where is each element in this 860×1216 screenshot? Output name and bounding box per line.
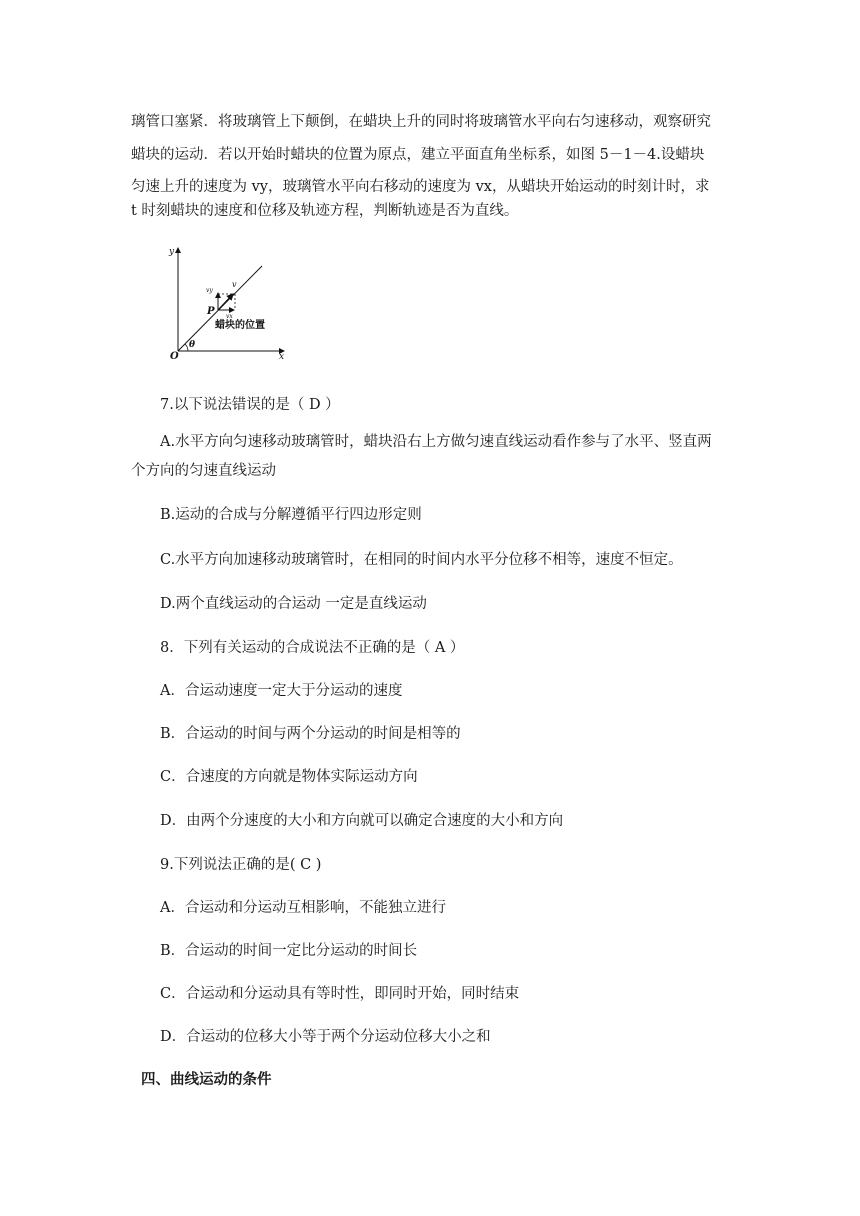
angle-label: θ bbox=[189, 340, 196, 350]
coordinate-figure bbox=[160, 236, 300, 366]
question-7-option-a: A.水平方向匀速移动玻璃管时，蜡块沿右上方做匀速直线运动看作参与了水平、竖直两 bbox=[160, 434, 712, 450]
intro-line-2: 蜡块的运动．若以开始时蜡块的位置为原点，建立平面直角坐标系，如图 5－1－4.设蜡块 bbox=[131, 147, 705, 163]
intro-line-1: 璃管口塞紧．将玻璃管上下颠倒，在蜡块上升的同时将玻璃管水平向右匀速移动，观察研究 bbox=[131, 114, 711, 130]
x-axis-label: x bbox=[279, 352, 285, 362]
question-9-option-c: C．合运动和分运动具有等时性，即同时开始，同时结束 bbox=[160, 986, 520, 1002]
origin-label: O bbox=[170, 351, 179, 362]
question-8-option-b: B．合运动的时间与两个分运动的时间是相等的 bbox=[160, 726, 461, 742]
v-label: v bbox=[232, 280, 237, 289]
question-9-stem: 9.下列说法正确的是( C ) bbox=[160, 857, 322, 873]
question-7-option-c: C.水平方向加速移动玻璃管时，在相同的时间内水平分位移不相等，速度不恒定。 bbox=[160, 552, 683, 568]
question-9-option-d: D．合运动的位移大小等于两个分运动位移大小之和 bbox=[160, 1029, 491, 1045]
intro-line-3: 匀速上升的速度为 vy，玻璃管水平向右移动的速度为 vx，从蜡块开始运动的时刻计时，求 bbox=[131, 179, 710, 195]
y-axis-label: y bbox=[169, 247, 175, 257]
question-8-stem: 8．下列有关运动的合成说法不正确的是（ A ） bbox=[160, 640, 465, 656]
question-7-stem: 7.以下说法错误的是（ D ） bbox=[160, 397, 340, 413]
question-9-option-b: B．合运动的时间一定比分运动的时间长 bbox=[160, 943, 418, 959]
question-9-option-a: A．合运动和分运动互相影响，不能独立进行 bbox=[160, 900, 446, 916]
question-8-option-a: A．合运动速度一定大于分运动的速度 bbox=[160, 683, 403, 699]
angle-arc bbox=[185, 344, 188, 351]
vy-label: vy bbox=[206, 287, 213, 294]
section-heading: 四、曲线运动的条件 bbox=[141, 1071, 272, 1088]
v-arrow bbox=[218, 294, 233, 310]
question-8-option-c: C．合速度的方向就是物体实际运动方向 bbox=[160, 769, 418, 785]
question-7-option-d: D.两个直线运动的合运动 一定是直线运动 bbox=[160, 596, 427, 612]
vx-label: vx bbox=[226, 313, 233, 320]
point-label: P bbox=[207, 306, 215, 317]
question-7-option-a-cont: 个方向的匀速直线运动 bbox=[131, 463, 276, 479]
figure-caption: 蜡块的位置 bbox=[215, 320, 265, 331]
intro-line-4: t 时刻蜡块的速度和位移及轨迹方程，判断轨迹是否为直线。 bbox=[131, 203, 519, 219]
question-8-option-d: D．由两个分速度的大小和方向就可以确定合速度的大小和方向 bbox=[160, 813, 564, 829]
question-7-option-b: B.运动的合成与分解遵循平行四边形定则 bbox=[160, 507, 422, 523]
